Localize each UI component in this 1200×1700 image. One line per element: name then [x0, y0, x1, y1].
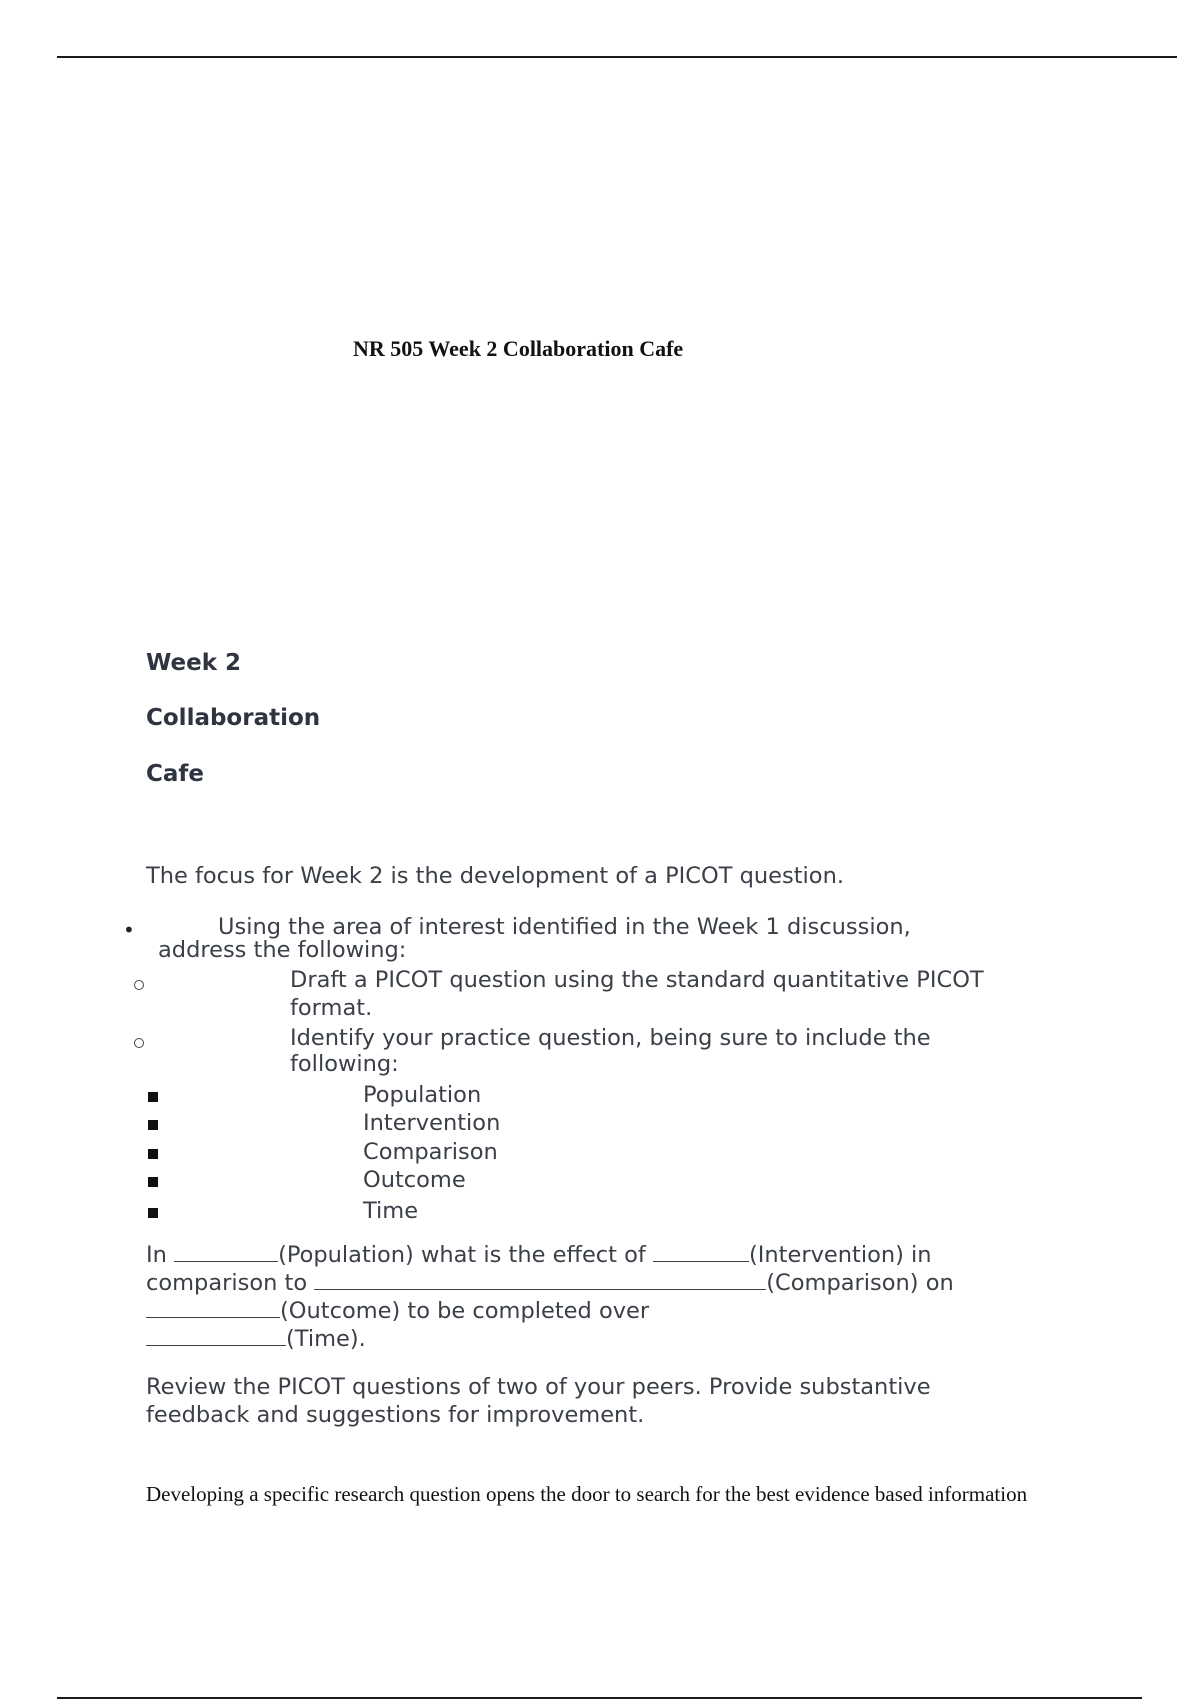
picot-item-time: Time — [363, 1198, 419, 1224]
square-bullet-marker — [148, 1208, 158, 1218]
intro-paragraph: The focus for Week 2 is the development of a PICOT question. — [146, 863, 844, 889]
template-text: (Outcome) to be completed over — [280, 1298, 650, 1324]
bullet-marker: • — [123, 918, 135, 942]
square-bullet-marker — [148, 1092, 158, 1102]
top-rule — [57, 56, 1177, 58]
blank-time — [146, 1327, 286, 1346]
template-text: comparison to — [146, 1270, 315, 1296]
template-text: (Intervention) in — [748, 1242, 932, 1268]
review-line2: feedback and suggestions for improvement. — [146, 1402, 645, 1428]
template-text: (Comparison) on — [766, 1270, 954, 1296]
blank-comparison — [314, 1271, 766, 1290]
document-title: NR 505 Week 2 Collaboration Cafe — [353, 336, 684, 361]
square-bullet-marker — [148, 1177, 158, 1187]
bullet-text-line1: Using the area of interest identified in the Week 1 discussion, — [218, 914, 911, 940]
picot-template-line1 — [146, 1242, 932, 1268]
square-bullet-marker — [148, 1120, 158, 1130]
picot-template-line4 — [146, 1326, 366, 1352]
picot-item-comparison: Comparison — [363, 1139, 498, 1165]
blank-population — [174, 1243, 278, 1262]
picot-template-line3 — [146, 1298, 649, 1324]
heading-week: Week 2 — [146, 650, 242, 676]
sub-item-identify-line1: Identify your practice question, being sure to include the — [290, 1025, 931, 1051]
sub-item-identify-line2: following: — [290, 1051, 399, 1077]
bullet-text-line2: address the following: — [158, 937, 407, 963]
sub-item-draft-line2: format. — [290, 995, 373, 1021]
picot-item-population: Population — [363, 1082, 482, 1108]
template-text: In — [146, 1242, 175, 1268]
bottom-rule — [57, 1697, 1142, 1699]
sub-bullet-marker — [134, 980, 144, 990]
picot-template-line2 — [146, 1270, 954, 1296]
template-text: (Population) what is the effect of — [278, 1242, 653, 1268]
sub-item-draft-line1: Draft a PICOT question using the standard quantitative PICOT — [290, 967, 984, 993]
heading-collaboration: Collaboration — [146, 705, 321, 731]
blank-intervention — [653, 1243, 749, 1262]
square-bullet-marker — [148, 1149, 158, 1159]
review-paragraph — [146, 1373, 931, 1429]
sub-item-identify — [290, 1025, 1090, 1077]
review-line1: Review the PICOT questions of two of your peers. Provide substantive — [146, 1374, 931, 1400]
sub-item-draft — [290, 966, 1090, 1022]
picot-item-intervention: Intervention — [363, 1110, 501, 1136]
heading-cafe: Cafe — [146, 761, 205, 787]
picot-item-outcome: Outcome — [363, 1167, 466, 1193]
sub-bullet-marker — [134, 1038, 144, 1048]
template-text: (Time). — [286, 1326, 366, 1352]
blank-outcome — [146, 1299, 280, 1318]
closing-sentence: Developing a specific research question opens the door to search for the best evidence based information — [146, 1482, 1028, 1506]
